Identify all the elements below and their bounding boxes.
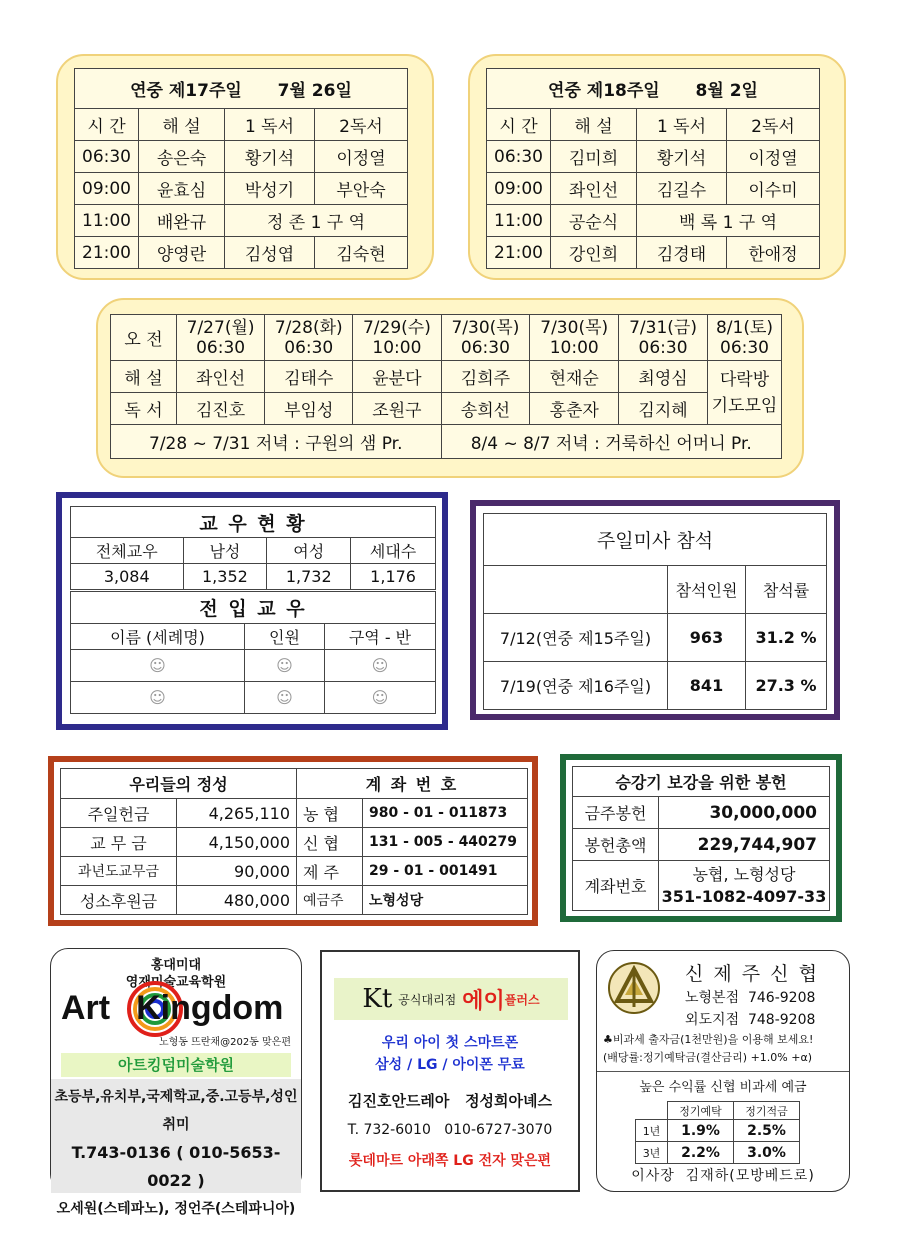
table-row xyxy=(75,205,408,237)
name-cell: 김태수 xyxy=(265,361,353,393)
name-cell: 현재순 xyxy=(530,361,619,393)
bank-name: 제 주 xyxy=(297,857,363,886)
smile-icon: ☺ xyxy=(71,650,245,682)
term-cell: 3년 xyxy=(636,1142,668,1164)
table-row xyxy=(636,1120,800,1142)
kt-owners: 김진호안드레아 정성희아녜스 xyxy=(347,1092,553,1110)
elevator-title: 승강기 보강을 위한 봉헌 xyxy=(573,767,830,797)
offering-title: 우리들의 정성 xyxy=(61,769,297,799)
header-commentary: 해 설 xyxy=(551,109,637,141)
time-cell: 11:00 xyxy=(487,205,551,237)
time-cell: 21:00 xyxy=(75,237,139,269)
term-cell: 1년 xyxy=(636,1120,668,1142)
offering-label: 성소후원금 xyxy=(61,886,177,915)
account-title: 계 좌 번 호 xyxy=(297,769,528,799)
dividend-text: (배당률:정기예탁금(결산금리) +1.0% +α) xyxy=(603,1051,813,1064)
sunday18-date: 8월 2일 xyxy=(695,81,758,101)
attendance-rate: 27.3 % xyxy=(746,662,827,710)
sunday17-panel xyxy=(56,54,434,280)
table-row xyxy=(61,799,528,828)
name-cell: 김경태 xyxy=(637,237,727,269)
row-label-reading: 독 서 xyxy=(111,393,177,425)
deposit-rate: 1.9% xyxy=(668,1120,734,1142)
kt-phones: T. 732-6010 010-6727-3070 xyxy=(347,1122,553,1138)
header-total: 전체교우 xyxy=(71,538,184,564)
header-reading2: 2독서 xyxy=(727,109,820,141)
kt-store-ad xyxy=(320,950,580,1192)
header-female: 여성 xyxy=(267,538,351,564)
evening-prayer-2: 8/4 ~ 8/7 저녁 : 거룩하신 어머니 Pr. xyxy=(441,425,781,459)
table-row xyxy=(487,237,820,269)
logo-kingdom: Kingdom xyxy=(136,989,284,1027)
name-cell: 김진호 xyxy=(177,393,265,425)
table-row xyxy=(484,614,827,662)
kt-line2: 삼성 / LG / 아이폰 무료 xyxy=(375,1057,525,1073)
table-row xyxy=(75,237,408,269)
name-cell: 양영란 xyxy=(139,237,225,269)
sunday18-panel xyxy=(468,54,846,280)
smile-icon: ☺ xyxy=(325,682,436,714)
table-row xyxy=(71,650,436,682)
header-time: 시 간 xyxy=(75,109,139,141)
table-row xyxy=(61,857,528,886)
account-number: 980 - 01 - 011873 xyxy=(363,799,528,828)
name-cell: 부임성 xyxy=(265,393,353,425)
offering-box xyxy=(48,756,538,926)
sunday17-title: 연중 제17주일 xyxy=(130,81,242,101)
header-commentary: 해 설 xyxy=(139,109,225,141)
ad-top-line1: 홍대미대 xyxy=(150,958,202,973)
table-row xyxy=(71,682,436,714)
academy-name-bar: 아트킹덤미술학원 xyxy=(61,1053,291,1077)
brand-b: 플러스 xyxy=(504,992,540,1007)
weekday-panel xyxy=(96,298,804,478)
name-cell: 김성엽 xyxy=(225,237,315,269)
offering-amount: 4,150,000 xyxy=(177,828,297,857)
time-cell: 09:00 xyxy=(487,173,551,205)
fund-value: 229,744,907 xyxy=(659,829,830,861)
fund-label: 금주봉헌 xyxy=(573,797,659,829)
parish-status-box xyxy=(56,492,448,730)
value-total: 3,084 xyxy=(71,564,184,590)
name-cell: 김길수 xyxy=(637,173,727,205)
kt-line1: 우리 아이 첫 스마트폰 xyxy=(381,1035,519,1051)
name-cell: 공순식 xyxy=(551,205,637,237)
rate-table xyxy=(635,1101,800,1164)
value-households: 1,176 xyxy=(351,564,436,590)
sunday18-table xyxy=(486,68,820,269)
classes-text: 초등부,유치부,국제학교,중.고등부,성인취미 xyxy=(54,1089,298,1133)
rate-title: 높은 수익률 신협 비과세 예금 xyxy=(597,1071,849,1095)
bank-name: 신 협 xyxy=(297,828,363,857)
name-cell: 박성기 xyxy=(225,173,315,205)
account-holder: 노형성당 xyxy=(363,886,528,915)
credit-union-logo-icon xyxy=(607,961,661,1015)
table-row xyxy=(484,662,827,710)
name-cell: 송희선 xyxy=(441,393,530,425)
fund-label: 봉헌총액 xyxy=(573,829,659,861)
header-savings: 정기적금 xyxy=(734,1102,800,1120)
header-count: 인원 xyxy=(245,624,325,650)
sunday17-date: 7월 26일 xyxy=(277,81,352,101)
group-cell: 백 록 1 구 역 xyxy=(637,205,820,237)
name-cell: 강인희 xyxy=(551,237,637,269)
attendance-table xyxy=(483,513,827,710)
account-number: 131 - 005 - 440279 xyxy=(363,828,528,857)
parish-title: 교 우 현 황 xyxy=(71,507,436,538)
art-kingdom-ad xyxy=(50,948,302,1217)
name-cell: 황기석 xyxy=(225,141,315,173)
newcomer-title: 전 입 교 우 xyxy=(71,592,436,624)
offering-table xyxy=(60,768,528,915)
table-row xyxy=(636,1142,800,1164)
name-cell: 이정열 xyxy=(315,141,408,173)
sunday17-table xyxy=(74,68,408,269)
account-bank: 농협, 노형성당 xyxy=(692,864,796,884)
header-households: 세대수 xyxy=(351,538,436,564)
row-label-morning: 오 전 xyxy=(111,315,177,361)
ad-address: 노형동 뜨란채@202동 맞은편 xyxy=(158,1037,291,1048)
kt-dealer: 공식대리점 xyxy=(398,992,457,1007)
header-reading2: 2독서 xyxy=(315,109,408,141)
attendee-count: 963 xyxy=(668,614,746,662)
name-cell: 좌인선 xyxy=(551,173,637,205)
smile-icon: ☺ xyxy=(245,682,325,714)
group-cell: 정 존 1 구 역 xyxy=(225,205,408,237)
value-male: 1,352 xyxy=(183,564,267,590)
evening-prayer-1: 7/28 ~ 7/31 저녁 : 구원의 샘 Pr. xyxy=(111,425,442,459)
offering-label: 교 무 금 xyxy=(61,828,177,857)
table-row xyxy=(61,828,528,857)
day-cell: 7/31(금) 06:30 xyxy=(619,315,708,361)
header-rate: 참석률 xyxy=(746,566,827,614)
day-cell: 8/1(토) 06:30 xyxy=(708,315,782,361)
name-cell: 최영심 xyxy=(619,361,708,393)
promo-text: ♣비과세 출자금(1천만원)을 이용해 보세요! xyxy=(603,1033,814,1046)
day-cell: 7/28(화) 06:30 xyxy=(265,315,353,361)
day-cell: 7/30(목) 10:00 xyxy=(530,315,619,361)
attendance-rate: 31.2 % xyxy=(746,614,827,662)
newcomer-table xyxy=(70,591,436,714)
value-female: 1,732 xyxy=(267,564,351,590)
kt-logo: Kt xyxy=(362,984,393,1014)
offering-amount: 480,000 xyxy=(177,886,297,915)
brand-a: 에이 xyxy=(462,988,505,1014)
attendee-count: 841 xyxy=(668,662,746,710)
time-cell: 09:00 xyxy=(75,173,139,205)
table-row xyxy=(75,173,408,205)
account-number: 29 - 01 - 001491 xyxy=(363,857,528,886)
time-cell: 21:00 xyxy=(487,237,551,269)
day-cell: 7/30(목) 06:30 xyxy=(441,315,530,361)
name-cell: 윤효심 xyxy=(139,173,225,205)
attendance-title: 주일미사 참석 xyxy=(484,514,827,566)
table-row xyxy=(487,141,820,173)
name-cell: 김미희 xyxy=(551,141,637,173)
header-district: 구역 - 반 xyxy=(325,624,436,650)
branch-1: 노형본점 746-9208 xyxy=(685,990,816,1006)
name-cell: 한애정 xyxy=(727,237,820,269)
header-deposit: 정기예탁 xyxy=(668,1102,734,1120)
chairman-text: 이사장 김재하(모방베드로) xyxy=(631,1168,815,1184)
name-cell: 좌인선 xyxy=(177,361,265,393)
fund-value: 30,000,000 xyxy=(659,797,830,829)
prayer-group-cell: 다락방 기도모임 xyxy=(708,361,782,425)
header-reading1: 1 독서 xyxy=(637,109,727,141)
teachers-text: 오세원(스테파노), 정언주(스테파니아) xyxy=(56,1201,296,1217)
name-cell: 김희주 xyxy=(441,361,530,393)
logo-art: Art xyxy=(61,989,111,1027)
offering-label: 과년도교무금 xyxy=(61,857,177,886)
ad-top-line2: 영재미술교육학원 xyxy=(125,975,227,990)
table-row xyxy=(487,205,820,237)
name-cell: 홍춘자 xyxy=(530,393,619,425)
savings-rate: 2.5% xyxy=(734,1120,800,1142)
weekday-table xyxy=(110,314,782,459)
savings-rate: 3.0% xyxy=(734,1142,800,1164)
offering-amount: 90,000 xyxy=(177,857,297,886)
header-male: 남성 xyxy=(183,538,267,564)
attendance-box xyxy=(470,500,840,720)
name-cell: 부안숙 xyxy=(315,173,408,205)
time-cell: 11:00 xyxy=(75,205,139,237)
sunday18-title: 연중 제18주일 xyxy=(548,81,660,101)
row-label-commentary: 해 설 xyxy=(111,361,177,393)
account-holder-label: 예금주 xyxy=(297,886,363,915)
table-row xyxy=(573,797,830,829)
phone-text: T.743-0136 ( 010-5653-0022 ) xyxy=(71,1143,281,1190)
kt-location: 롯데마트 아래쪽 LG 전자 맞은편 xyxy=(348,1153,552,1169)
header-reading1: 1 독서 xyxy=(225,109,315,141)
header-time: 시 간 xyxy=(487,109,551,141)
name-cell: 이정열 xyxy=(727,141,820,173)
elevator-fund-box xyxy=(560,754,842,922)
name-cell: 조원구 xyxy=(353,393,441,425)
account-cell xyxy=(659,861,830,911)
time-cell: 06:30 xyxy=(487,141,551,173)
smile-icon: ☺ xyxy=(71,682,245,714)
account-number: 351-1082-4097-33 xyxy=(661,886,827,906)
time-cell: 06:30 xyxy=(75,141,139,173)
bank-name: 농 협 xyxy=(297,799,363,828)
elevator-fund-table xyxy=(572,766,830,911)
smile-icon: ☺ xyxy=(325,650,436,682)
header-name: 이름 (세례명) xyxy=(71,624,245,650)
day-cell: 7/27(월) 06:30 xyxy=(177,315,265,361)
credit-union-ad xyxy=(596,950,850,1192)
offering-amount: 4,265,110 xyxy=(177,799,297,828)
credit-union-name: 신 제 주 신 협 xyxy=(685,963,819,985)
table-row xyxy=(573,829,830,861)
account-label: 계좌번호 xyxy=(573,861,659,911)
table-row xyxy=(75,141,408,173)
name-cell: 황기석 xyxy=(637,141,727,173)
name-cell: 김숙현 xyxy=(315,237,408,269)
week-label: 7/19(연중 제16주일) xyxy=(484,662,668,710)
day-cell: 7/29(수) 10:00 xyxy=(353,315,441,361)
table-row xyxy=(487,173,820,205)
header-attendees: 참석인원 xyxy=(668,566,746,614)
deposit-rate: 2.2% xyxy=(668,1142,734,1164)
offering-label: 주일헌금 xyxy=(61,799,177,828)
name-cell: 송은숙 xyxy=(139,141,225,173)
parish-status-table xyxy=(70,506,436,590)
smile-icon: ☺ xyxy=(245,650,325,682)
name-cell: 김지혜 xyxy=(619,393,708,425)
branch-2: 외도지점 748-9208 xyxy=(685,1012,816,1028)
name-cell: 배완규 xyxy=(139,205,225,237)
name-cell: 이수미 xyxy=(727,173,820,205)
table-row xyxy=(61,886,528,915)
week-label: 7/12(연중 제15주일) xyxy=(484,614,668,662)
name-cell: 윤분다 xyxy=(353,361,441,393)
